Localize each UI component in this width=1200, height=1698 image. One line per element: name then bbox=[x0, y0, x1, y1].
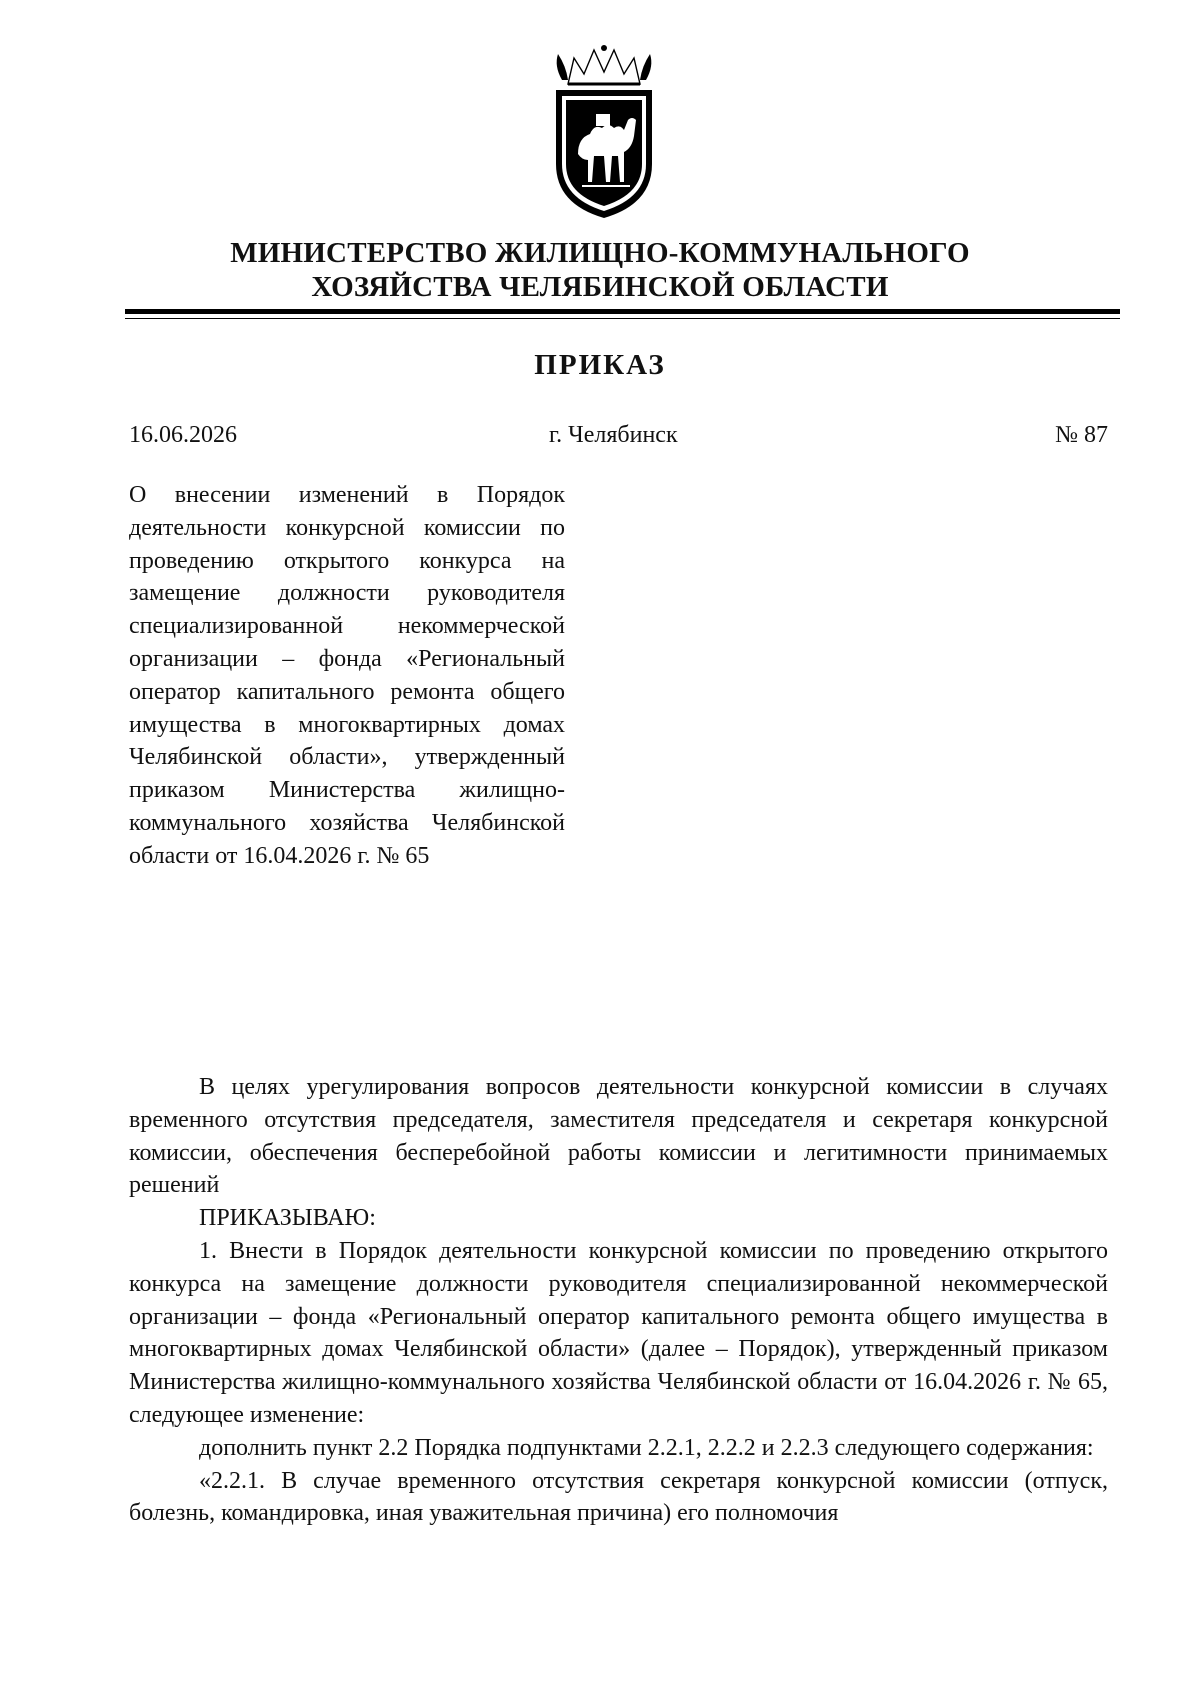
document-number: № 87 bbox=[1055, 422, 1108, 448]
ministry-name bbox=[0, 236, 1200, 304]
body-paragraph-order: ПРИКАЗЫВАЮ: bbox=[199, 1205, 376, 1232]
coat-of-arms-emblem bbox=[548, 44, 660, 222]
body-paragraph-amendment: дополнить пункт 2.2 Порядка подпунктами 2.2.1, 2.2.2 и 2.2.3 следующего содержания: bbox=[199, 1434, 1094, 1461]
body-paragraph-item-1: 1. Внести в Порядок деятельности конкурсной комиссии по проведению открытого конкурса на замещение должности руководителя специализированной некоммерческой организации – фонда «Региональный оператор капитального ремонта общего имущества в многоквартирных домах Челябинской области» (далее – Порядок), утвержденный приказом Министерства жилищно-коммунального хозяйства Челябинской области от 16.04.2026 г. № 65, следующее изменение: bbox=[129, 1237, 1108, 1428]
ministry-name-line2: ХОЗЯЙСТВА ЧЕЛЯБИНСКОЙ ОБЛАСТИ bbox=[311, 271, 889, 303]
document-date: 16.06.2026 bbox=[129, 422, 237, 448]
ministry-name-line1: МИНИСТЕРСТВО ЖИЛИЩНО-КОММУНАЛЬНОГО bbox=[230, 237, 970, 269]
body-paragraph-preamble: В целях урегулирования вопросов деятельности конкурсной комиссии в случаях временного отсутствия председателя, заместителя председателя и секретаря конкурсной комиссии, обеспечения бесперебойной работы комиссии и легитимности принимаемых решений bbox=[129, 1074, 1108, 1199]
document-subject: О внесении изменений в Порядок деятельности конкурсной комиссии по проведению открытого конкурса на замещение должности руководителя специализированной некоммерческой организации – фонда «Региональный оператор капитального ремонта общего имущества в многоквартирных домах Челябинской области», утвержденный приказом Министерства жилищно-коммунального хозяйства Челябинской области от 16.04.2026 г. № 65 bbox=[129, 482, 565, 869]
document-body bbox=[129, 1071, 1108, 1530]
document-city: г. Челябинск bbox=[549, 422, 678, 448]
header-rule-thick bbox=[125, 309, 1120, 314]
header-rule-thin bbox=[125, 318, 1120, 319]
body-paragraph-subitem-2-2-1: «2.2.1. В случае временного отсутствия секретаря конкурсной комиссии (отпуск, болезнь, командировка, иная уважительная причина) его полномочия bbox=[129, 1467, 1108, 1527]
document-type-heading: ПРИКАЗ bbox=[534, 349, 666, 381]
